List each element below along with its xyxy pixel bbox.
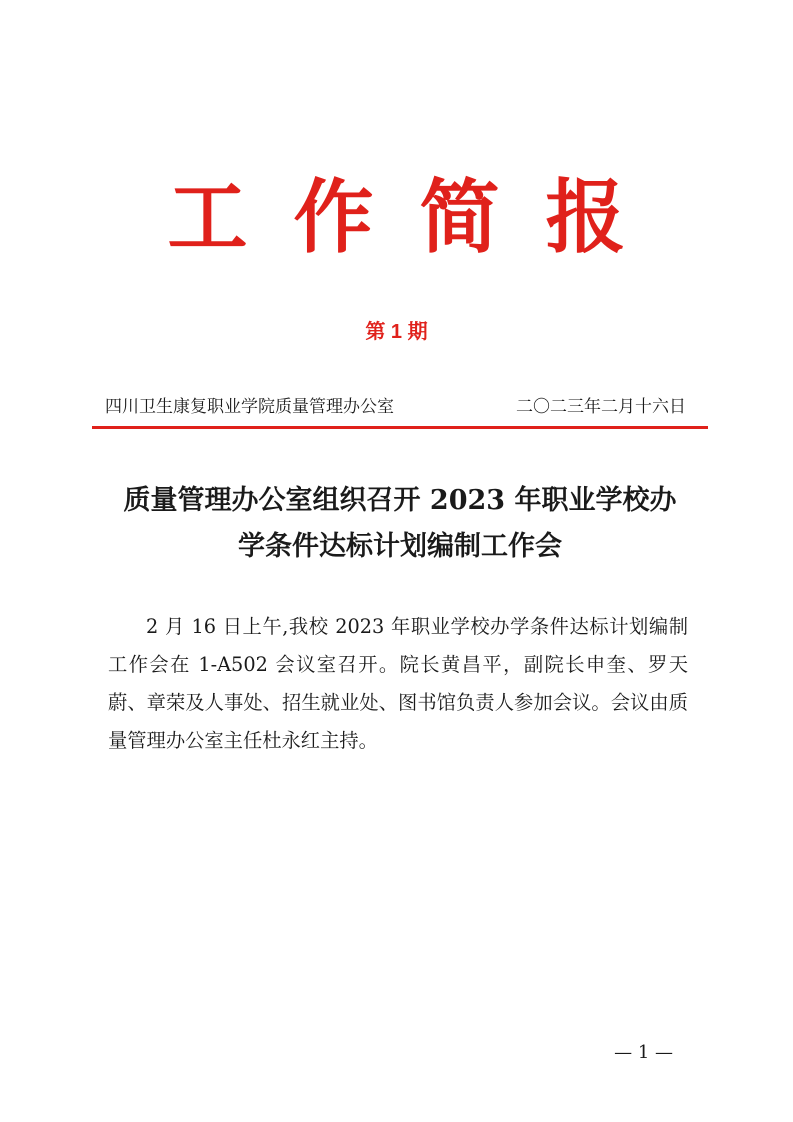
page-number: — 1 — xyxy=(614,1042,673,1063)
issuing-office: 四川卫生康复职业学院质量管理办公室 xyxy=(105,397,394,417)
red-divider-line xyxy=(92,426,708,429)
article-title xyxy=(92,478,708,570)
article-title-line-2: 学条件达标计划编制工作会 xyxy=(238,531,562,562)
article-title-line-1: 质量管理办公室组织召开 2023 年职业学校办 xyxy=(123,485,677,516)
masthead-title: 工作简报 xyxy=(167,171,672,264)
article-body-paragraph: 2 月 16 日上午,我校 2023 年职业学校办学条件达标计划编制工作会在 1-A502 会议室召开。院长黄昌平，副院长申奎、罗天蔚、章荣及人事处、招生就业处、图书馆负责人参加会议。会议由质量管理办公室主任杜永红主持。 xyxy=(108,615,688,752)
issue-date: 二〇二三年二月十六日 xyxy=(516,397,686,417)
issue-number: 第 1 期 xyxy=(365,321,428,343)
